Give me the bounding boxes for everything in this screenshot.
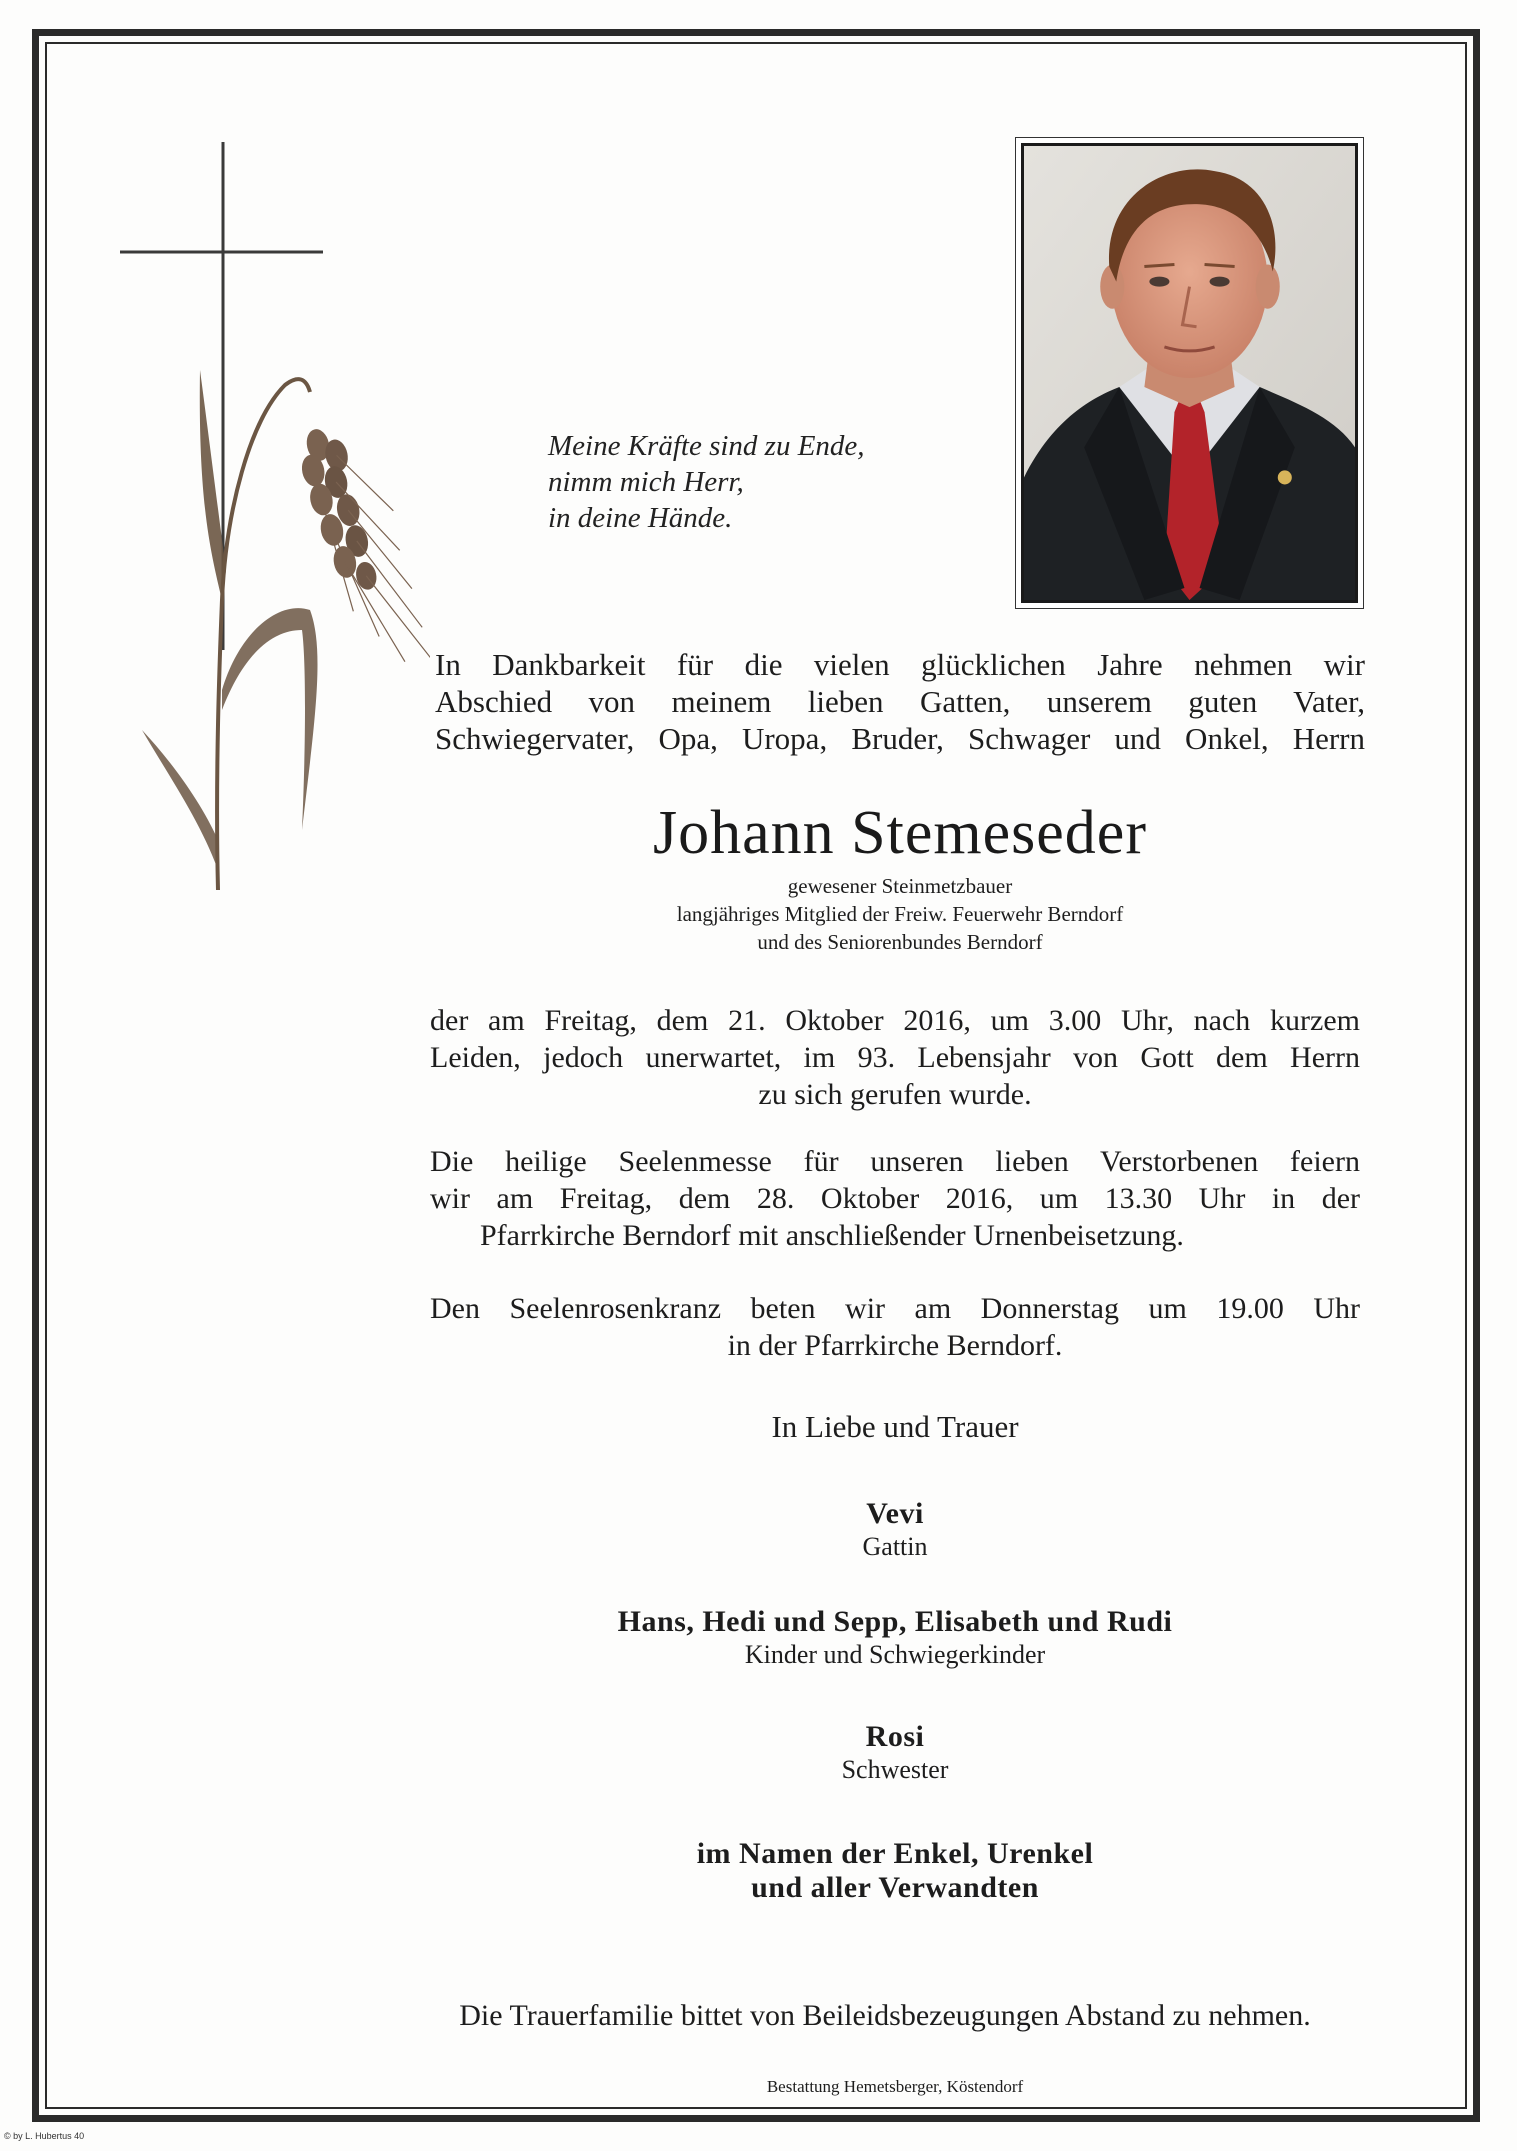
rosary-line: in der Pfarrkirche Berndorf. — [727, 1329, 1063, 1362]
rosary-line: Den Seelenrosenkranz beten wir am Donnerstag um 19.00 Uhr — [430, 1292, 1360, 1325]
intro-text — [435, 646, 1365, 757]
portrait-photo — [1021, 143, 1358, 603]
memorial-quote — [548, 428, 968, 536]
family-relation: Schwester — [841, 1755, 949, 1784]
death-line: Leiden, jedoch unerwartet, im 93. Lebensjahr von Gott dem Herrn — [430, 1041, 1360, 1074]
rosary-notice — [430, 1290, 1360, 1364]
copyright-note: © by L. Hubertus 40 — [4, 2131, 85, 2141]
family-group — [430, 1720, 1360, 1786]
family-name: Hans, Hedi und Sepp, Elisabeth und Rudi — [617, 1605, 1173, 1638]
death-notice — [430, 1002, 1360, 1113]
portrait-frame — [1015, 137, 1364, 609]
cross-with-wheat-icon — [110, 130, 430, 910]
undertaker-credit: Bestattung Hemetsberger, Köstendorf — [766, 2077, 1024, 2096]
others-line: und aller Verwandten — [751, 1871, 1039, 1904]
quote-line: in deine Hände. — [548, 502, 733, 534]
family-relation: Gattin — [862, 1532, 928, 1561]
family-group — [430, 1605, 1360, 1671]
mourning-greeting: In Liebe und Trauer — [771, 1409, 1019, 1444]
mass-line: Pfarrkirche Berndorf mit anschließender Urnenbeisetzung. — [480, 1219, 1184, 1252]
death-line: der am Freitag, dem 21. Oktober 2016, um 3.00 Uhr, nach kurzem — [430, 1004, 1360, 1037]
others-line: im Namen der Enkel, Urenkel — [696, 1837, 1094, 1870]
death-line: zu sich gerufen wurde. — [758, 1078, 1032, 1111]
deceased-name: Johann Stemeseder — [653, 799, 1147, 867]
family-name: Rosi — [865, 1720, 925, 1753]
family-relation: Kinder und Schwiegerkinder — [744, 1640, 1046, 1669]
quote-line: Meine Kräfte sind zu Ende, — [548, 430, 865, 462]
role-line: und des Seniorenbundes Berndorf — [757, 930, 1043, 954]
mass-line: Die heilige Seelenmesse für unseren lieben Verstorbenen feiern — [430, 1145, 1360, 1178]
intro-line: In Dankbarkeit für die vielen glücklichen Jahre nehmen wir — [435, 647, 1365, 682]
family-group — [430, 1497, 1360, 1563]
role-line: langjähriges Mitglied der Freiw. Feuerwehr Berndorf — [676, 902, 1124, 926]
intro-line: Abschied von meinem lieben Gatten, unserem guten Vater, — [435, 684, 1365, 719]
deceased-roles — [435, 872, 1365, 956]
mass-notice — [430, 1143, 1360, 1254]
mass-line: wir am Freitag, dem 28. Oktober 2016, um 13.30 Uhr in der — [430, 1182, 1360, 1215]
closing-request: Die Trauerfamilie bittet von Beileidsbezeugungen Abstand zu nehmen. — [459, 1999, 1311, 2032]
quote-line: nimm mich Herr, — [548, 466, 744, 498]
family-name: Vevi — [866, 1497, 924, 1530]
family-others — [430, 1837, 1360, 1905]
role-line: gewesener Steinmetzbauer — [787, 874, 1013, 898]
intro-line: Schwiegervater, Opa, Uropa, Bruder, Schwager und Onkel, Herrn — [435, 721, 1365, 756]
